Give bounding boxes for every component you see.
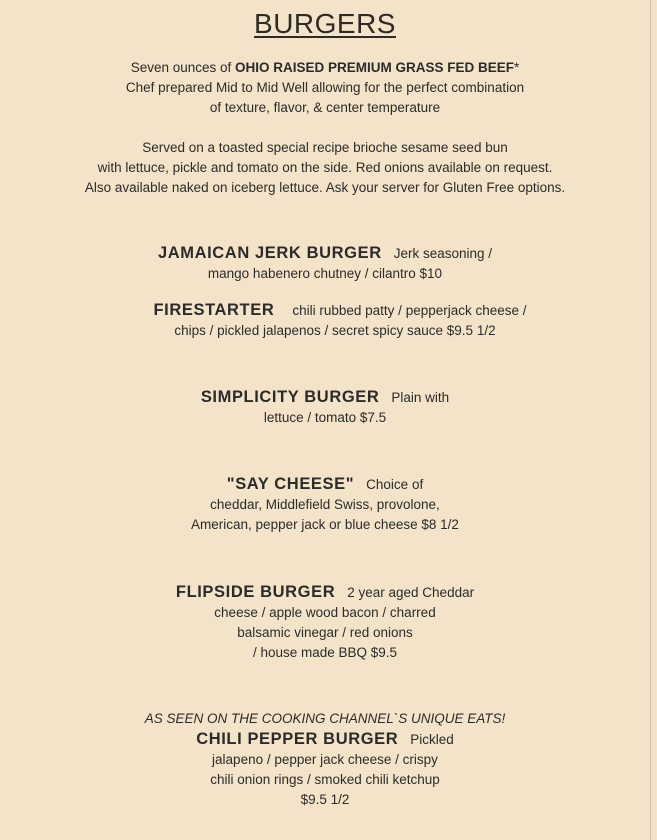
item-desc: Choice of [366,477,424,492]
item-name: FIRESTARTER [153,301,275,319]
item-desc: cheese / apple wood bacon / charred [214,605,436,620]
intro-line-1 [0,58,650,78]
item-desc: / house made BBQ $9.5 [252,645,398,660]
item-name: "SAY CHEESE" [226,475,355,493]
intro-text [0,58,650,198]
item-name: CHILI PEPPER BURGER [196,730,399,748]
item-desc: 2 year aged Cheddar [347,585,475,600]
item-desc: Pickled [410,732,454,747]
item-desc: balsamic vinegar / red onions [237,625,413,640]
item-desc: chili onion rings / smoked chili ketchup [210,772,440,787]
menu-item-jamaican-jerk-burger [0,243,650,284]
menu-item-firestarter [0,300,650,341]
item-desc: mango habenero chutney / cilantro $10 [207,266,443,281]
intro-line-1-suffix: * [514,60,520,75]
item-name: JAMAICAN JERK BURGER [157,244,382,262]
item-desc: lettuce / tomato $7.5 [263,410,387,425]
item-desc: Jerk seasoning / [393,246,493,261]
item-desc: $9.5 1/2 [300,792,350,807]
intro-line-1-prefix: Seven ounces of [130,60,236,75]
intro-line-2: Chef prepared Mid to Mid Well allowing for the perfect combination [125,80,525,95]
item-name: SIMPLICITY BURGER [200,388,380,406]
item-name: FLIPSIDE BURGER [175,583,336,601]
page-title: BURGERS [254,8,396,39]
intro-line-4: Served on a toasted special recipe brioche sesame seed bun [142,140,508,155]
menu-item-say-cheese [0,474,650,535]
item-desc: chili rubbed patty / pepperjack cheese / [292,303,527,318]
intro-line-1-bold: OHIO RAISED PREMIUM GRASS FED BEEF [235,60,515,75]
item-desc: cheddar, Middlefield Swiss, provolone, [210,497,440,512]
menu-item-flipside-burger [0,582,650,663]
intro-line-5: with lettuce, pickle and tomato on the side. Red onions available on request. [97,160,553,175]
item-desc: chips / pickled jalapenos / secret spicy sauce $9.5 1/2 [174,323,496,338]
item-desc: Plain with [391,390,450,405]
item-desc: American, pepper jack or blue cheese $8 1/2 [191,517,459,532]
menu-item-chili-pepper-burger [0,709,650,810]
intro-line-6: Also available naked on iceberg lettuce. Ask your server for Gluten Free options. [84,180,566,195]
item-desc: jalapeno / pepper jack cheese / crispy [212,752,438,767]
item-tagline: AS SEEN ON THE COOKING CHANNEL`S UNIQUE EATS! [144,711,506,726]
intro-line-3: of texture, flavor, & center temperature [209,100,441,115]
menu-item-simplicity-burger [0,387,650,428]
